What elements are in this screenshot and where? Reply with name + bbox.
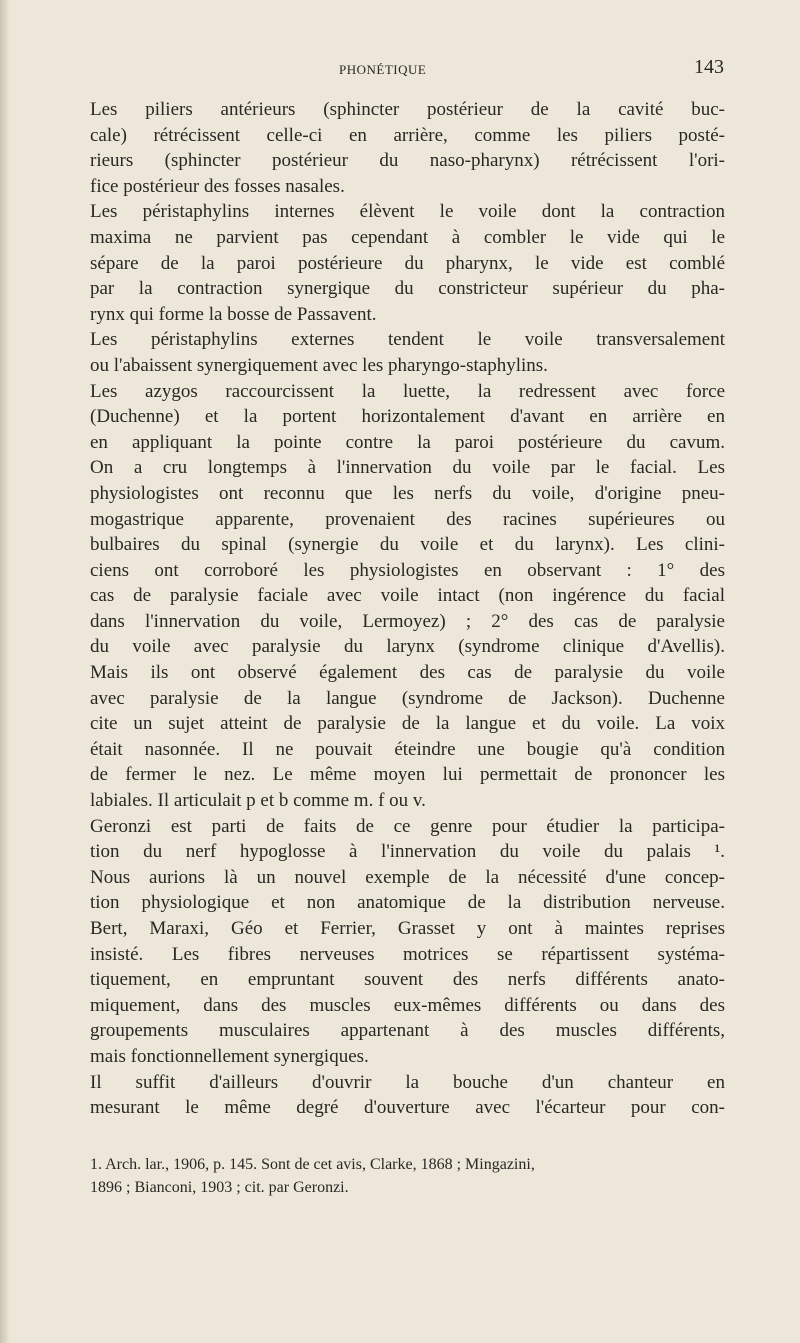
text-line: en appliquant la pointe contre la paroi postérieure du cavum. (90, 431, 725, 453)
text-line: avec paralysie de la langue (syndrome de Jackson). Duchenne (90, 687, 725, 709)
text-line: maxima ne parvient pas cependant à combler le vide qui le (90, 226, 725, 248)
text-line: tiquement, en empruntant souvent des nerfs différents anato- (90, 969, 725, 991)
text-line: de fermer le nez. Le même moyen lui permettait de prononcer les (90, 764, 725, 786)
text-line: Les azygos raccourcissent la luette, la redressent avec force (90, 380, 725, 402)
text-line: cite un sujet atteint de paralysie de la langue et du voile. La voix (90, 713, 725, 735)
text-line: Il suffit d'ailleurs d'ouvrir la bouche d'un chanteur en (90, 1071, 725, 1093)
running-head: PHONÉTIQUE (339, 62, 427, 77)
text-line: bulbaires du spinal (synergie du voile et du larynx). Les clini- (90, 534, 725, 556)
text-line: labiales. Il articulait p et b comme m. f ou v. (90, 790, 426, 812)
text-line: Les péristaphylins externes tendent le voile transversalement (90, 329, 725, 351)
text-line: fice postérieur des fosses nasales. (90, 175, 345, 197)
text-line: miquement, dans des muscles eux-mêmes différents ou dans des (90, 994, 725, 1016)
text-line: insisté. Les fibres nerveuses motrices se répartissent systéma- (90, 943, 725, 965)
body-text (90, 97, 725, 1121)
text-line: Nous aurions là un nouvel exemple de la nécessité d'une concep- (90, 866, 725, 888)
text-line: Les péristaphylins internes élèvent le voile dont la contraction (90, 201, 725, 223)
page-header (0, 56, 800, 86)
page-edge-shadow (0, 0, 10, 1343)
text-line: Les piliers antérieurs (sphincter postérieur de la cavité buc- (90, 99, 725, 120)
text-line: ou l'abaissent synergiquement avec les pharyngo-staphylins. (90, 354, 548, 376)
footnotes (90, 1153, 725, 1199)
text-line: mogastrique apparente, provenaient des racines supérieures ou (90, 508, 725, 530)
text-line: tion du nerf hypoglosse à l'innervation du voile du palais ¹. (90, 841, 725, 863)
text-line: ciens ont corroboré les physiologistes en observant : 1° des (90, 559, 725, 581)
text-line: Bert, Maraxi, Géo et Ferrier, Grasset y ont à maintes reprises (90, 918, 725, 939)
text-line: physiologistes ont reconnu que les nerfs du voile, d'origine pneu- (90, 482, 725, 504)
text-line: par la contraction synergique du constricteur supérieur du pha- (90, 278, 725, 300)
text-line: (Duchenne) et la portent horizontalement d'avant en arrière en (90, 406, 725, 428)
footnote-line: 1896 ; Bianconi, 1903 ; cit. par Geronzi. (90, 1179, 349, 1196)
text-line: Mais ils ont observé également des cas de paralysie du voile (90, 662, 725, 684)
text-line: tion physiologique et non anatomique de la distribution nerveuse. (90, 892, 725, 914)
text-line: rieurs (sphincter postérieur du naso-pharynx) rétrécissent l'ori- (90, 150, 725, 172)
text-line: cas de paralysie faciale avec voile intact (non ingérence du facial (90, 585, 725, 607)
text-line: sépare de la paroi postérieure du pharynx, le vide est comblé (90, 252, 725, 274)
text-line: mais fonctionnellement synergiques. (90, 1045, 369, 1067)
text-line: du voile avec paralysie du larynx (syndrome clinique d'Avellis). (90, 636, 725, 658)
text-line: groupements musculaires appartenant à des muscles différents, (90, 1020, 725, 1042)
text-line: Geronzi est parti de faits de ce genre pour étudier la participa- (90, 815, 725, 837)
footnote-line: 1. Arch. lar., 1906, p. 145. Sont de cet avis, Clarke, 1868 ; Mingazini, (90, 1156, 535, 1173)
text-line: était nasonnée. Il ne pouvait éteindre une bougie qu'à condition (90, 738, 725, 760)
page-number: 143 (694, 56, 724, 78)
text-line: On a cru longtemps à l'innervation du voile par le facial. Les (90, 457, 725, 479)
text-line: dans l'innervation du voile, Lermoyez) ; 2° des cas de paralysie (90, 610, 725, 632)
text-line: cale) rétrécissent celle-ci en arrière, comme les piliers posté- (90, 124, 725, 146)
text-line: rynx qui forme la bosse de Passavent. (90, 303, 377, 325)
text-line: mesurant le même degré d'ouverture avec l'écarteur pour con- (90, 1097, 725, 1119)
